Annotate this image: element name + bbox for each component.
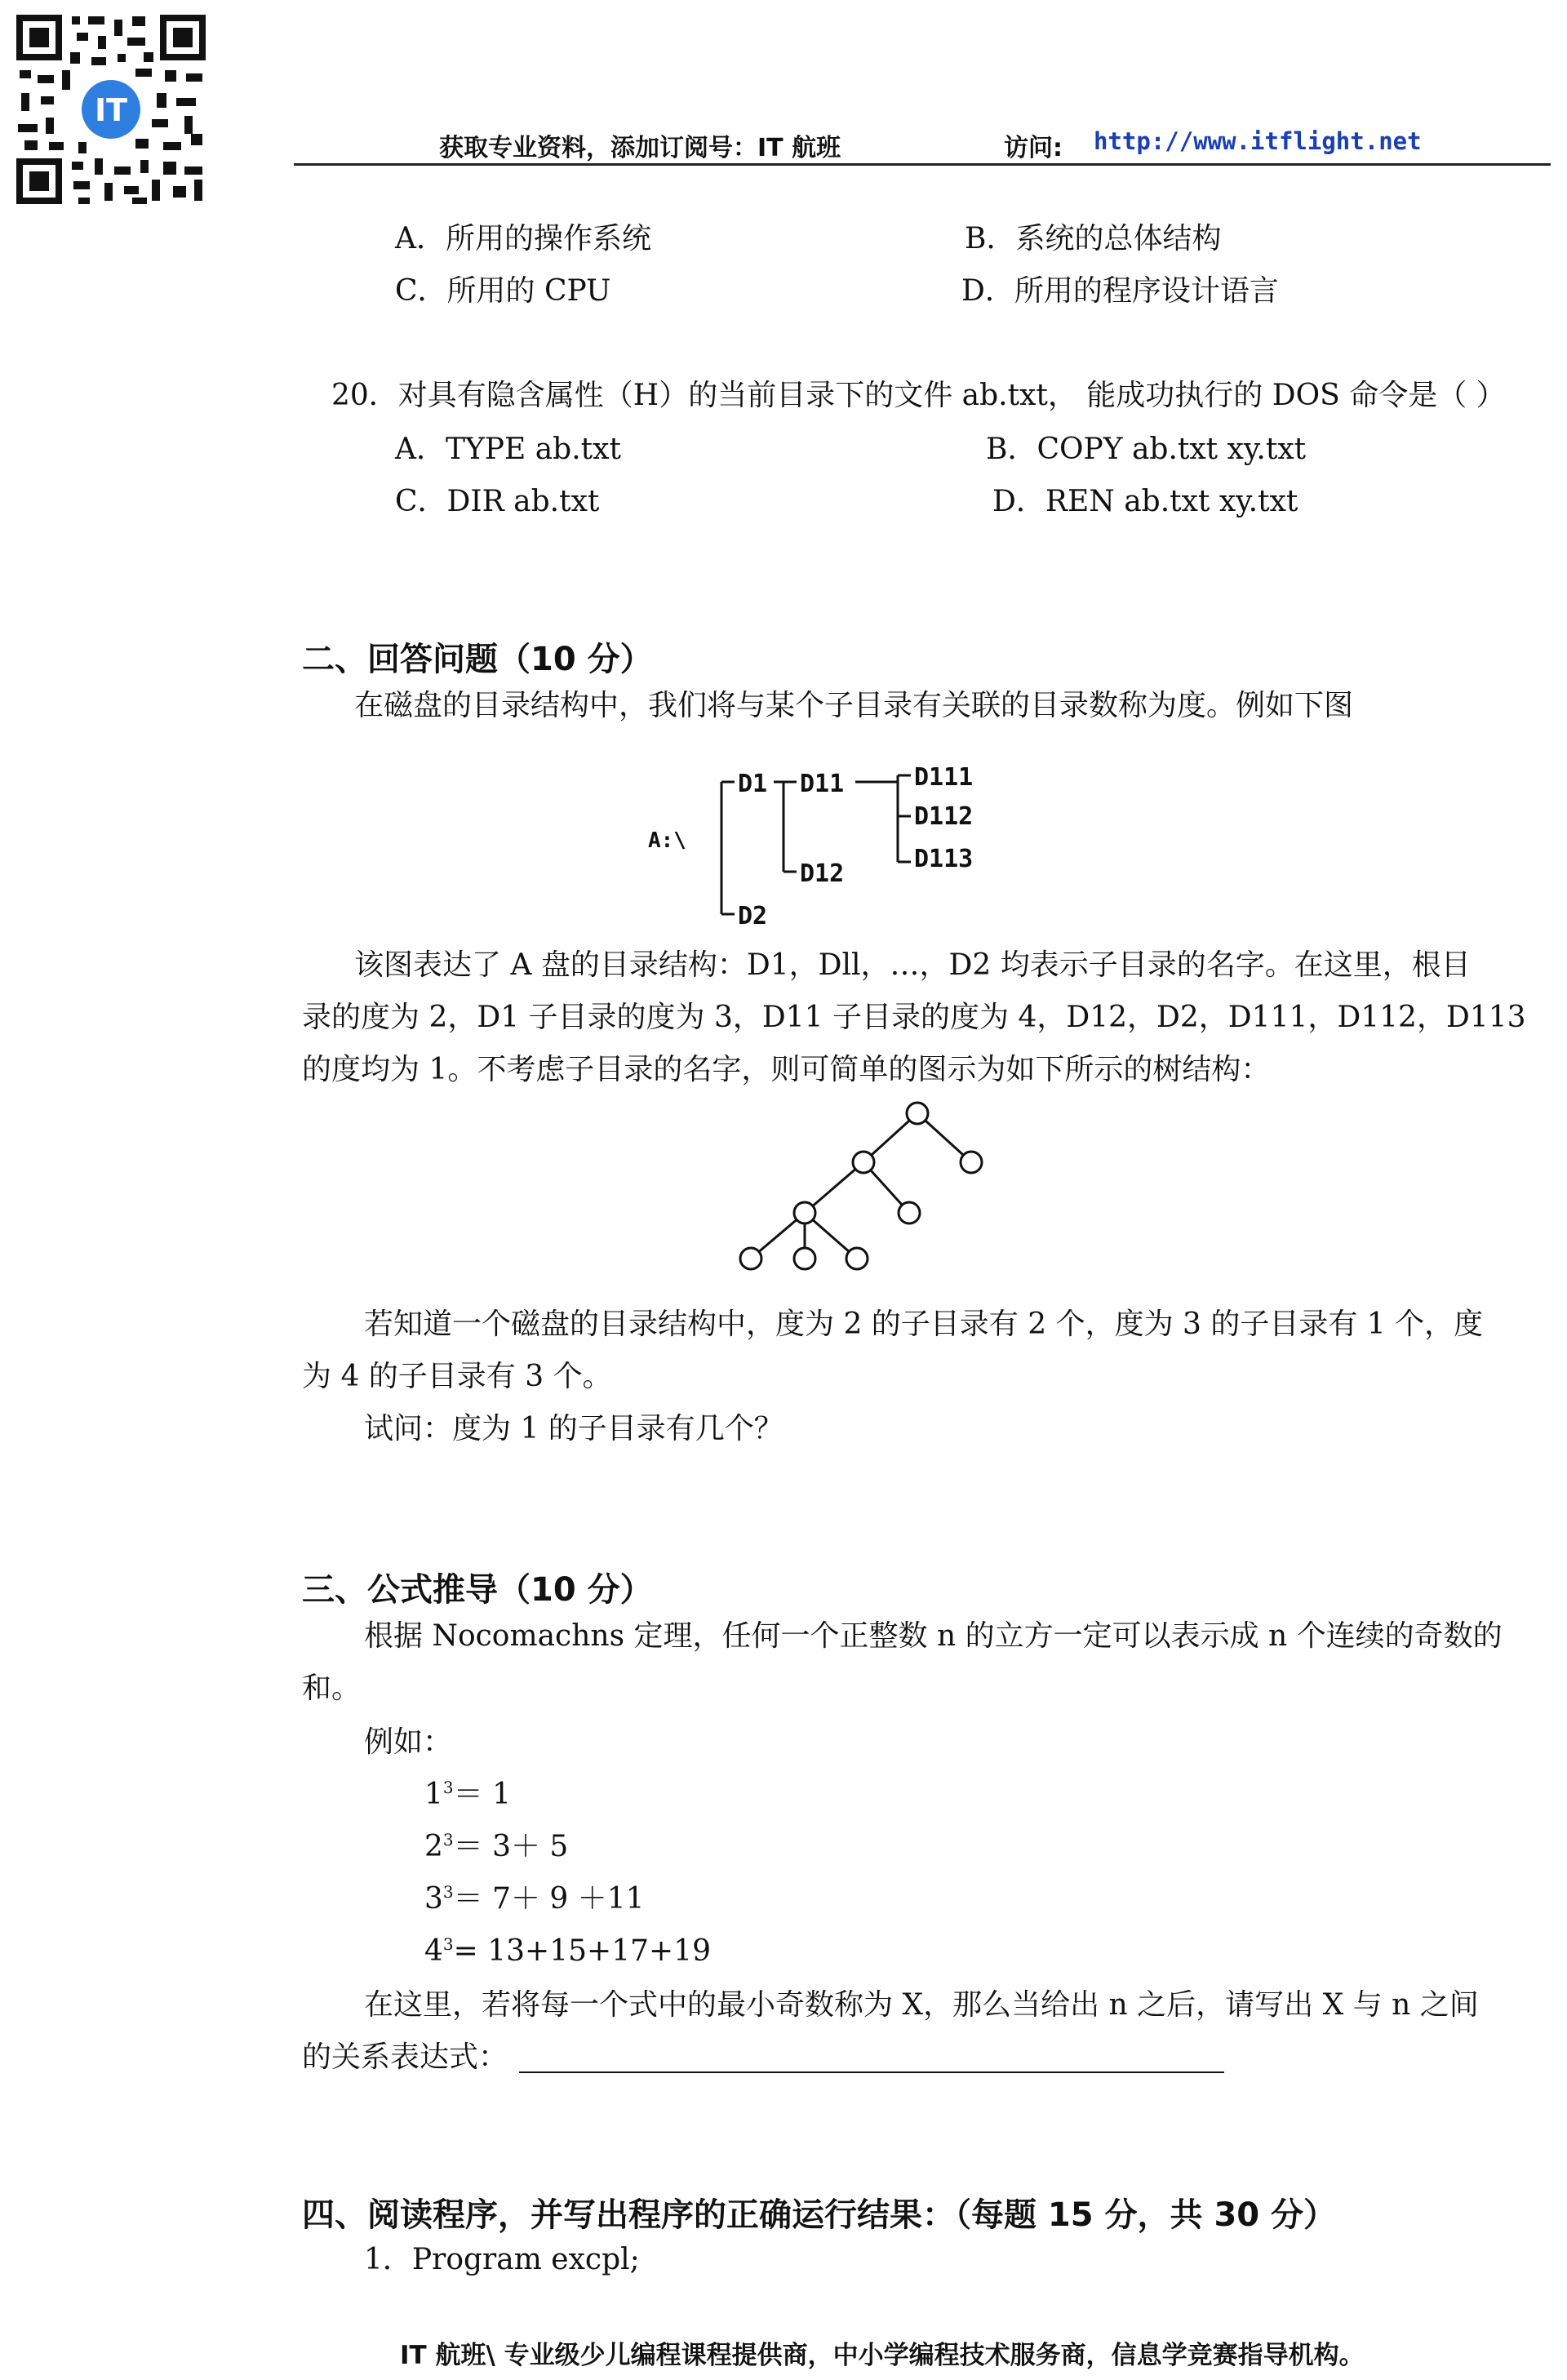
equation-1-base: 1	[424, 1778, 443, 1811]
dir-d11-label: D11	[800, 770, 845, 798]
section3-example-label: 例如：	[364, 1725, 453, 1759]
header-url-link[interactable]: http://www.itflight.net	[1094, 127, 1422, 155]
section2-para1-line2: 录的度为 2，D1 子目录的度为 3，D11 子目录的度为 4，D12，D2，D111，D112，D113	[302, 1001, 1526, 1034]
q19-option-d: D．所用的程序设计语言	[961, 274, 1279, 308]
tree-node	[794, 1202, 815, 1223]
directory-diagram	[637, 767, 1028, 930]
dir-d113-label: D113	[914, 845, 974, 873]
tree-node	[853, 1152, 874, 1173]
equation-2-base: 2	[424, 1830, 443, 1863]
section2-question: 试问：度为 1 的子目录有几个？	[364, 1412, 784, 1445]
q19-option-c: C．所用的 CPU	[395, 274, 611, 308]
equation-2-rest: ＝ 3＋ 5	[453, 1830, 569, 1863]
section3-line2: 和。	[302, 1672, 362, 1705]
section2-para2-line1: 若知道一个磁盘的目录结构中，度为 2 的子目录有 2 个，度为 3 的子目录有 1 个，度	[364, 1308, 1484, 1341]
header-left-text: 获取专业资料，添加订阅号：IT 航班	[439, 134, 841, 162]
section2-heading: 二、回答问题（10 分）	[302, 641, 653, 678]
tree-node	[899, 1202, 920, 1223]
equation-4	[424, 1933, 711, 1970]
header-rule	[294, 163, 1551, 166]
header-visit-label: 访问:	[1004, 134, 1063, 162]
dir-root-label: A:\	[648, 828, 686, 853]
equation-1-rest: ＝ 1	[453, 1778, 511, 1811]
dir-d112-label: D112	[914, 802, 974, 831]
equation-4-base: 4	[424, 1934, 443, 1968]
tree-diagram	[726, 1094, 1004, 1273]
tree-node-root	[907, 1103, 928, 1124]
q19-option-a: A．所用的操作系统	[395, 222, 651, 255]
dir-d2-label: D2	[738, 902, 768, 930]
equation-3-exponent: 3	[442, 1882, 454, 1902]
section3-line1: 根据 Nocomachns 定理，任何一个正整数 n 的立方一定可以表示成 n 个连续的奇数的	[364, 1619, 1503, 1653]
equation-4-exponent: 3	[442, 1934, 454, 1954]
equation-1	[424, 1776, 511, 1814]
q19-option-b: B．系统的总体结构	[965, 222, 1222, 255]
q20-option-c: C．DIR ab.txt	[395, 485, 600, 518]
equation-2-exponent: 3	[442, 1830, 454, 1849]
tree-node	[740, 1248, 761, 1269]
section3-line4: 的关系表达式：	[302, 2040, 508, 2074]
tree-node	[794, 1248, 815, 1269]
dir-d111-label: D111	[914, 767, 974, 792]
dir-d1-label: D1	[738, 770, 768, 798]
section3-line3: 在这里，若将每一个式中的最小奇数称为 X，那么当给出 n 之后，请写出 X 与 n 之间	[364, 1988, 1479, 2022]
tree-diagram-graphic	[726, 1094, 1004, 1273]
tree-node	[846, 1248, 868, 1269]
qr-code	[13, 11, 209, 207]
section2-para1-line3: 的度均为 1。不考虑子目录的名字，则可简单的图示为如下所示的树结构：	[302, 1053, 1271, 1086]
equation-3	[424, 1880, 645, 1918]
section4-item1: 1．Program excpl;	[364, 2243, 640, 2276]
q20-stem: 20．对具有隐含属性（H）的当前目录下的文件 ab.txt， 能成功执行的 DOS 命令是（ ）	[331, 379, 1506, 412]
footer-text: IT 航班\ 专业级少儿编程课程提供商，中小学编程技术服务商，信息学竞赛指导机构。	[400, 2341, 1365, 2370]
section2-para2-line2: 为 4 的子目录有 3 个。	[302, 1360, 612, 1393]
section2-para1-line1: 该图表达了 A 盘的目录结构：D1，Dll，…，D2 均表示子目录的名字。在这里，根目	[354, 948, 1471, 982]
equation-3-base: 3	[424, 1882, 443, 1916]
section2-intro: 在磁盘的目录结构中，我们将与某个子目录有关联的目录数称为度。例如下图	[354, 689, 1354, 722]
equation-1-exponent: 3	[442, 1778, 454, 1797]
dir-d12-label: D12	[800, 859, 845, 888]
q20-option-a: A．TYPE ab.txt	[395, 433, 621, 466]
section4-heading: 四、阅读程序，并写出程序的正确运行结果：（每题 15 分，共 30 分）	[302, 2196, 1337, 2234]
equation-3-rest: ＝ 7＋ 9 ＋11	[453, 1882, 645, 1916]
directory-diagram-graphic	[637, 767, 1028, 930]
qr-code-graphic	[13, 11, 209, 207]
equation-2	[424, 1828, 568, 1866]
answer-blank-line[interactable]	[519, 2071, 1224, 2073]
q20-option-b: B．COPY ab.txt xy.txt	[986, 433, 1307, 466]
section3-heading: 三、公式推导（10 分）	[302, 1571, 653, 1609]
qr-logo-text: IT	[94, 92, 128, 128]
q20-option-d: D．REN ab.txt xy.txt	[992, 485, 1298, 518]
tree-node	[961, 1152, 982, 1173]
equation-4-rest: = 13+15+17+19	[453, 1934, 711, 1968]
